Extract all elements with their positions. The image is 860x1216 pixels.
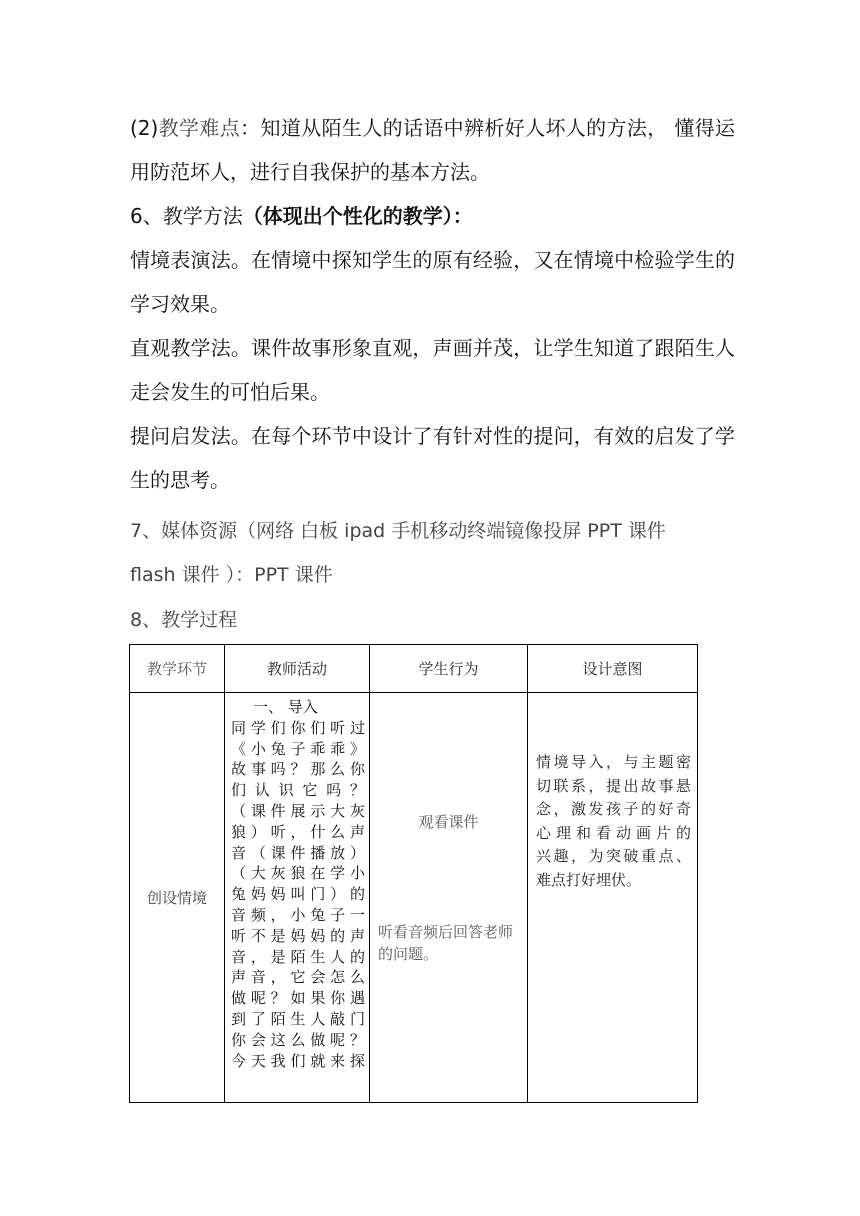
header-stage: 教学环节 <box>130 645 225 693</box>
header-teacher-activity: 教师活动 <box>225 645 370 693</box>
student-answer-questions: 听看音频后回答老师的问题。 <box>378 923 514 963</box>
teacher-line: 故事吗？那么你 <box>231 760 365 779</box>
table-header-row <box>130 645 698 693</box>
methods-heading-emphasis: （体现出个性化的教学）： <box>242 204 473 228</box>
teacher-line: 狼）听，什么声 <box>231 822 365 841</box>
teacher-line: 们认识它吗？ <box>231 781 365 800</box>
table-row <box>130 693 698 1103</box>
difficulty-label: 教学难点 <box>158 116 241 140</box>
student-watch-courseware: 观看课件 <box>418 813 479 831</box>
teacher-line: 你会这么做呢？ <box>231 1030 365 1049</box>
difficulty-text-line-2: 用防范坏人，进行自我保护的基本方法。 <box>130 160 490 184</box>
intent-line: 切联系，提出故事悬 <box>536 776 691 795</box>
intent-line: 念，激发孩子的好奇 <box>536 800 691 818</box>
teacher-line: 听不是妈妈的声 <box>231 926 365 945</box>
method-situational-acting <box>130 238 735 326</box>
method-3-line-1: 提问启发法。在每个环节中设计了有针对性的提问，有效的启发了学 <box>130 424 735 448</box>
difficulty-prefix: (2) <box>130 116 159 140</box>
stage-cell: 创设情境 <box>130 693 225 1103</box>
teacher-line: 声音，它会怎么 <box>231 968 365 987</box>
teacher-line: 兔妈妈叫门）的 <box>231 885 365 904</box>
teacher-line: （大灰狼在学小 <box>231 864 365 883</box>
teacher-line: 《小兔子乖乖》 <box>231 739 365 758</box>
teaching-process-table <box>129 644 698 1103</box>
method-1-line-1: 情境表演法。在情境中探知学生的原有经验，又在情境中检验学生的 <box>130 248 735 272</box>
teacher-line: 音，是陌生人的 <box>231 947 365 966</box>
design-intent-cell <box>528 693 698 1103</box>
media-line-2: flash 课件 ）：PPT 课件 <box>130 564 333 586</box>
teaching-difficulty-paragraph <box>130 106 735 194</box>
method-3-line-2: 生的思考。 <box>130 468 230 492</box>
teacher-activity-cell <box>225 693 370 1103</box>
method-2-line-1: 直观教学法。课件故事形象直观，声画并茂，让学生知道了跟陌生人 <box>130 336 735 360</box>
teaching-methods-heading <box>130 194 735 238</box>
teacher-line: 到了陌生人敲门 <box>231 1009 365 1028</box>
intent-line: 心理和看动画片的 <box>536 823 691 842</box>
process-heading-text: 8、教学过程 <box>130 609 238 631</box>
teacher-line: 一、 导入 <box>253 698 318 716</box>
methods-heading-number: 6、教学方法 <box>130 204 243 228</box>
teacher-line: （课件展示大灰 <box>231 801 365 820</box>
teacher-line: 做呢？如果你遇 <box>231 989 365 1008</box>
method-intuitive-teaching <box>130 326 735 414</box>
teacher-line: 今天我们就来探 <box>231 1051 365 1070</box>
media-line-1: 7、媒体资源（网络 白板 ipad 手机移动终端镜像投屏 PPT 课件 <box>130 520 666 542</box>
media-resources-paragraph <box>130 509 735 597</box>
method-questioning <box>130 414 735 502</box>
teacher-line: 音频，小兔子一 <box>231 905 365 924</box>
teacher-line: 音（课件播放） <box>231 843 365 862</box>
intent-line: 难点打好埋伏。 <box>536 870 642 889</box>
method-1-line-2: 学习效果。 <box>130 292 230 316</box>
teacher-line: 同学们你们听过 <box>231 718 365 737</box>
method-2-line-2: 走会发生的可怕后果。 <box>130 380 330 404</box>
process-heading <box>130 598 735 642</box>
intent-line: 兴趣，为突破重点、 <box>536 847 691 865</box>
header-design-intent: 设计意图 <box>528 645 698 693</box>
difficulty-text-line-1: ：知道从陌生人的话语中辨析好人坏人的方法， 懂得运 <box>240 116 736 140</box>
intent-line: 情境导入，与主题密 <box>536 753 691 771</box>
header-student-behavior: 学生行为 <box>370 645 528 693</box>
student-behavior-cell <box>370 693 528 1103</box>
